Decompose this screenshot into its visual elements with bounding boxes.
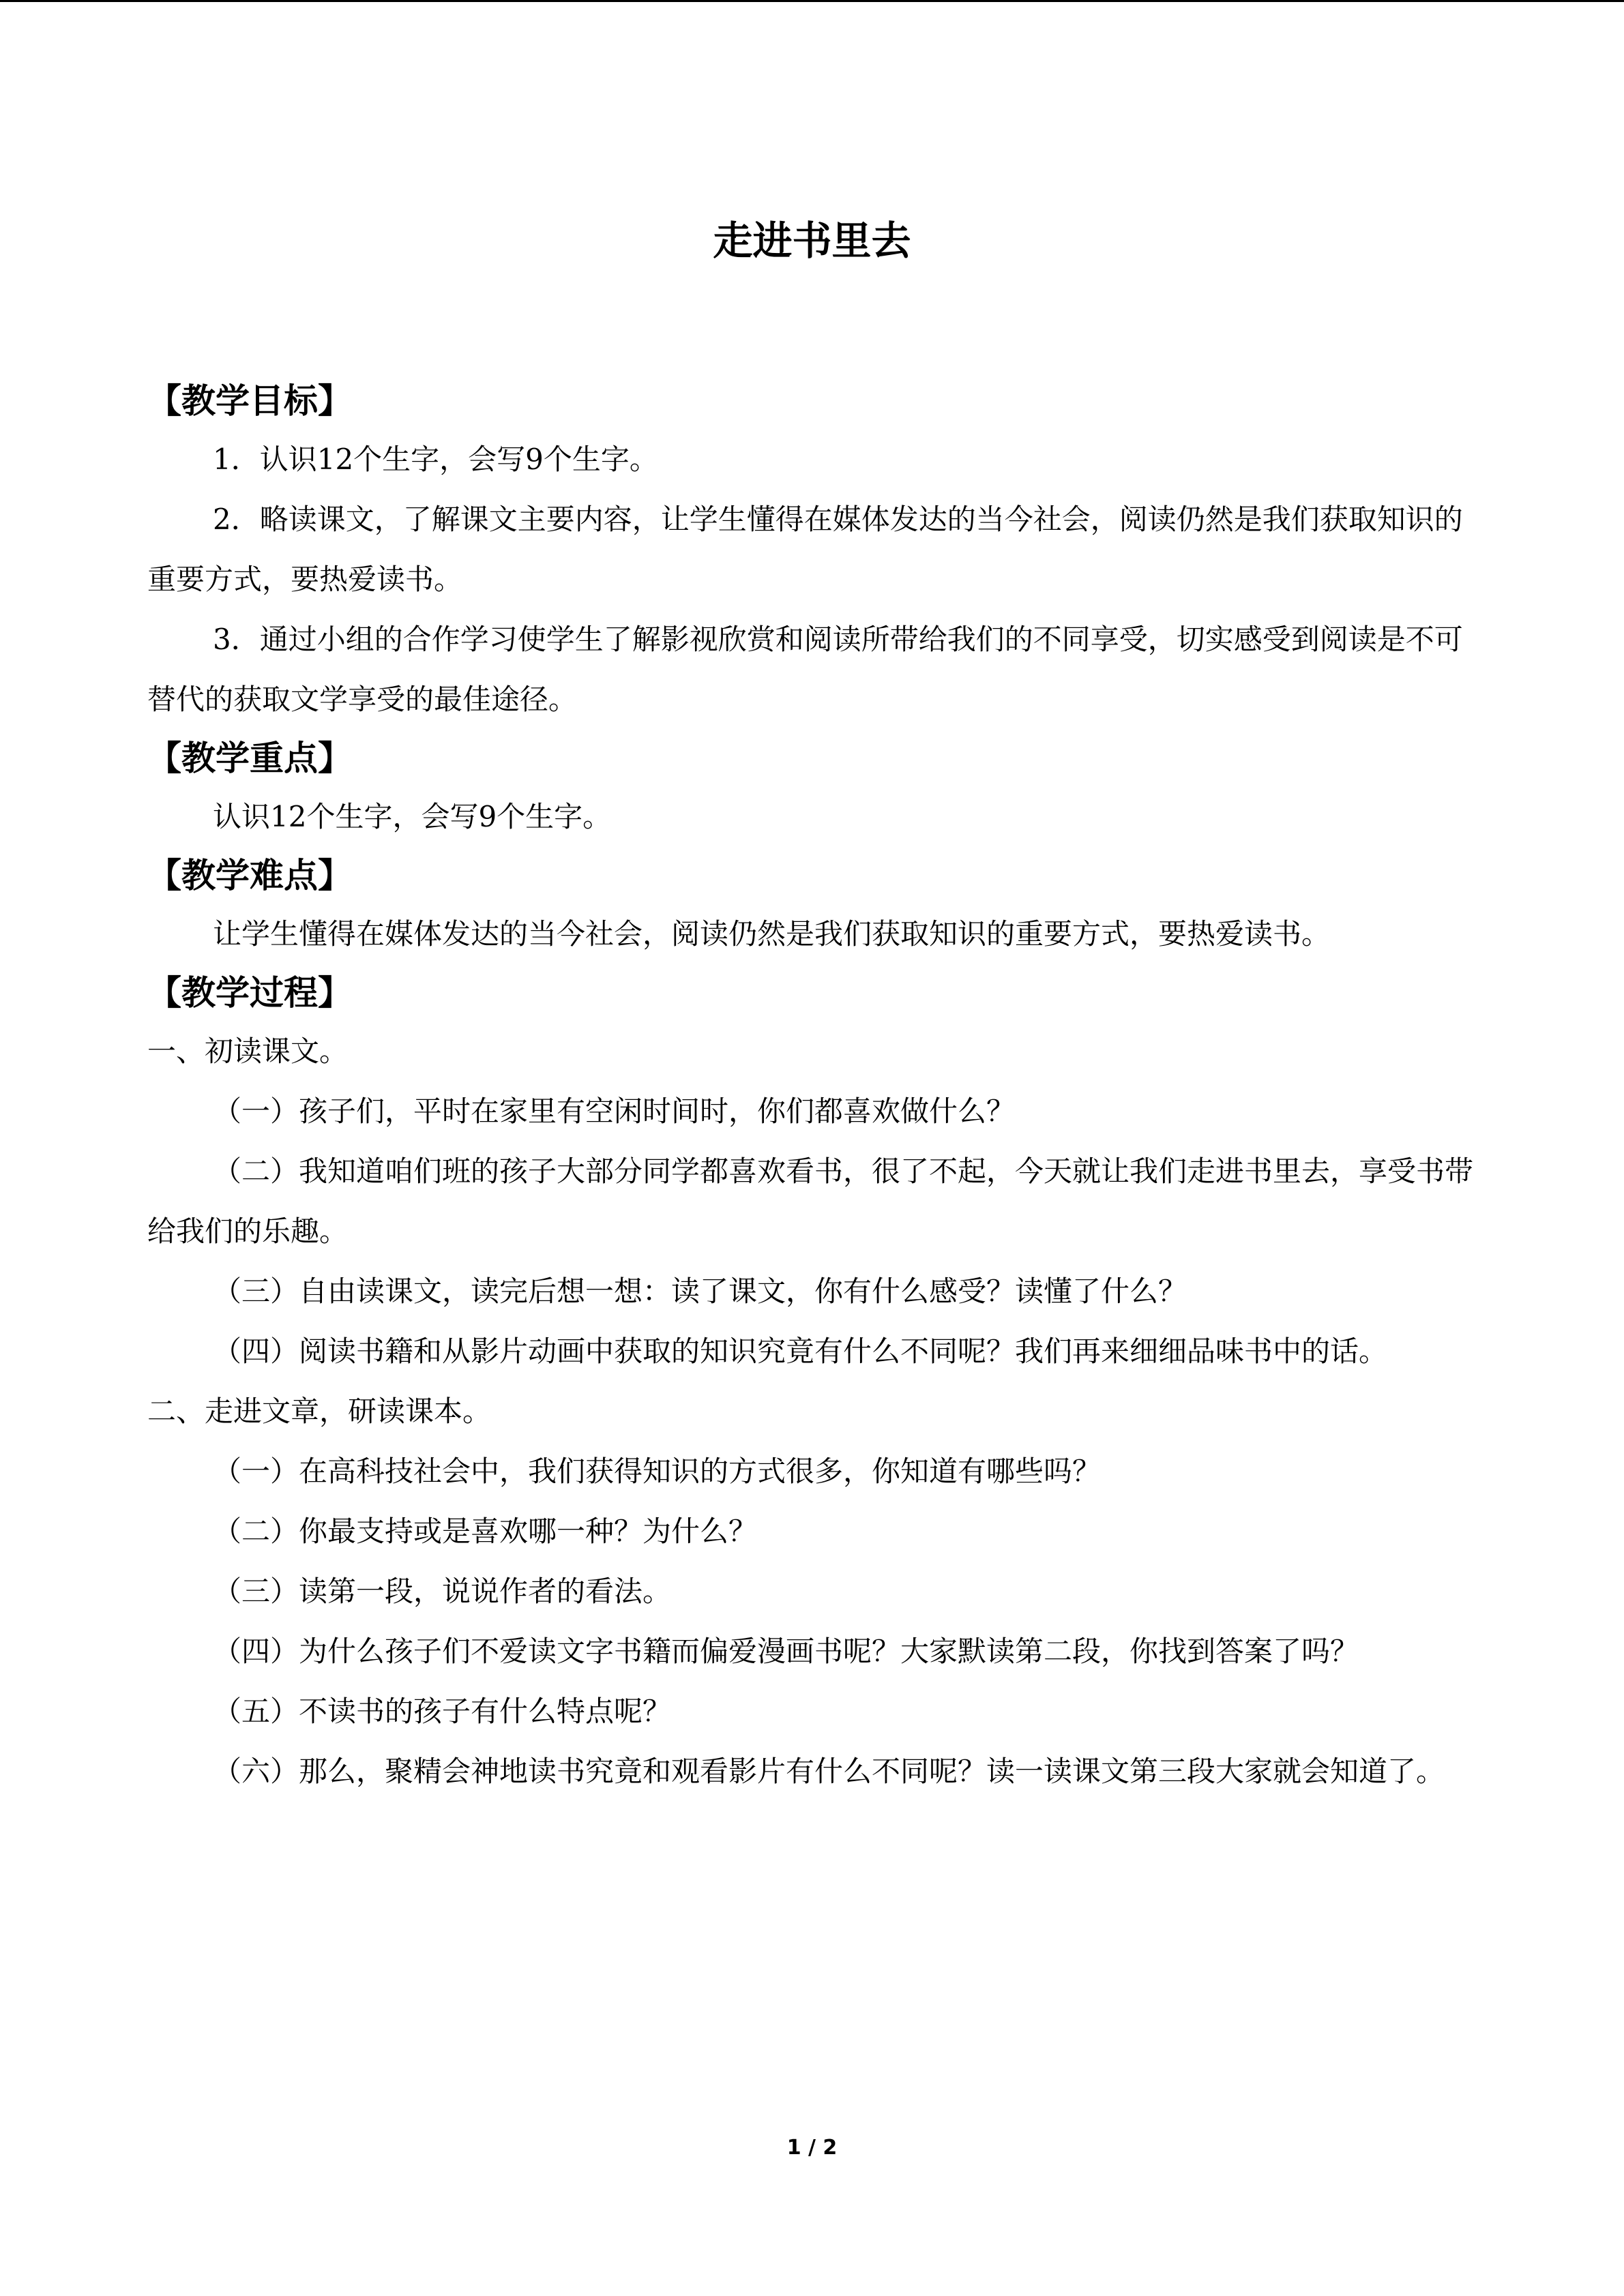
difficulty-text: 让学生懂得在媒体发达的当今社会，阅读仍然是我们获取知识的重要方式，要热爱读书。 [213, 917, 1331, 951]
process-step-2-item: （六）那么，聚精会神地读书究竟和观看影片有什么不同呢？读一读课文第三段大家就会知道了。 [213, 1755, 1445, 1788]
objective-item-1: 1．认识12个生字，会写9个生字。 [213, 443, 658, 476]
process-step-1-item: （三）自由读课文，读完后想一想：读了课文，你有什么感受？读懂了什么？ [213, 1274, 1187, 1308]
page-number: 1 / 2 [786, 2136, 838, 2160]
process-step-1-item: （四）阅读书籍和从影片动画中获取的知识究竟有什么不同呢？我们再来细细品味书中的话。 [213, 1335, 1388, 1368]
section-heading-process: 【教学过程】 [147, 973, 352, 1013]
section-heading-difficulties: 【教学难点】 [147, 856, 352, 895]
process-step-2-item: （一）在高科技社会中，我们获得知识的方式很多，你知道有哪些吗？ [213, 1455, 1102, 1488]
document-body [147, 372, 1477, 1802]
process-step-2-item: （五）不读书的孩子有什么特点呢？ [213, 1695, 672, 1728]
process-step-1-item: （二）我知道咱们班的孩子大部分同学都喜欢看书，很了不起，今天就让我们走进书里去，享受书带给我们的乐趣。 [147, 1154, 1474, 1248]
process-step-2-item: （二）你最支持或是喜欢哪一种？为什么？ [213, 1515, 758, 1548]
document-title: 走进书里去 [713, 218, 911, 264]
process-step-1-title: 一、初读课文。 [147, 1034, 349, 1068]
objective-item-2: 2．略读课文，了解课文主要内容，让学生懂得在媒体发达的当今社会，阅读仍然是我们获取知识的重要方式，要热爱读书。 [147, 503, 1463, 596]
objective-item-3: 3．通过小组的合作学习使学生了解影视欣赏和阅读所带给我们的不同享受，切实感受到阅读是不可替代的获取文学享受的最佳途径。 [147, 623, 1463, 716]
process-step-2-item: （四）为什么孩子们不爱读文字书籍而偏爱漫画书呢？大家默读第二段，你找到答案了吗？ [213, 1635, 1359, 1668]
key-point-text: 认识12个生字，会写9个生字。 [213, 800, 612, 833]
process-step-2-title: 二、走进文章，研读课本。 [147, 1395, 492, 1428]
process-step-1-item: （一）孩子们，平时在家里有空闲时间时，你们都喜欢做什么？ [213, 1094, 1016, 1128]
process-step-2-item: （三）读第一段，说说作者的看法。 [213, 1575, 672, 1608]
section-heading-objectives: 【教学目标】 [147, 381, 352, 421]
top-border-rule [0, 0, 1624, 2]
section-heading-key-points: 【教学重点】 [147, 739, 352, 778]
